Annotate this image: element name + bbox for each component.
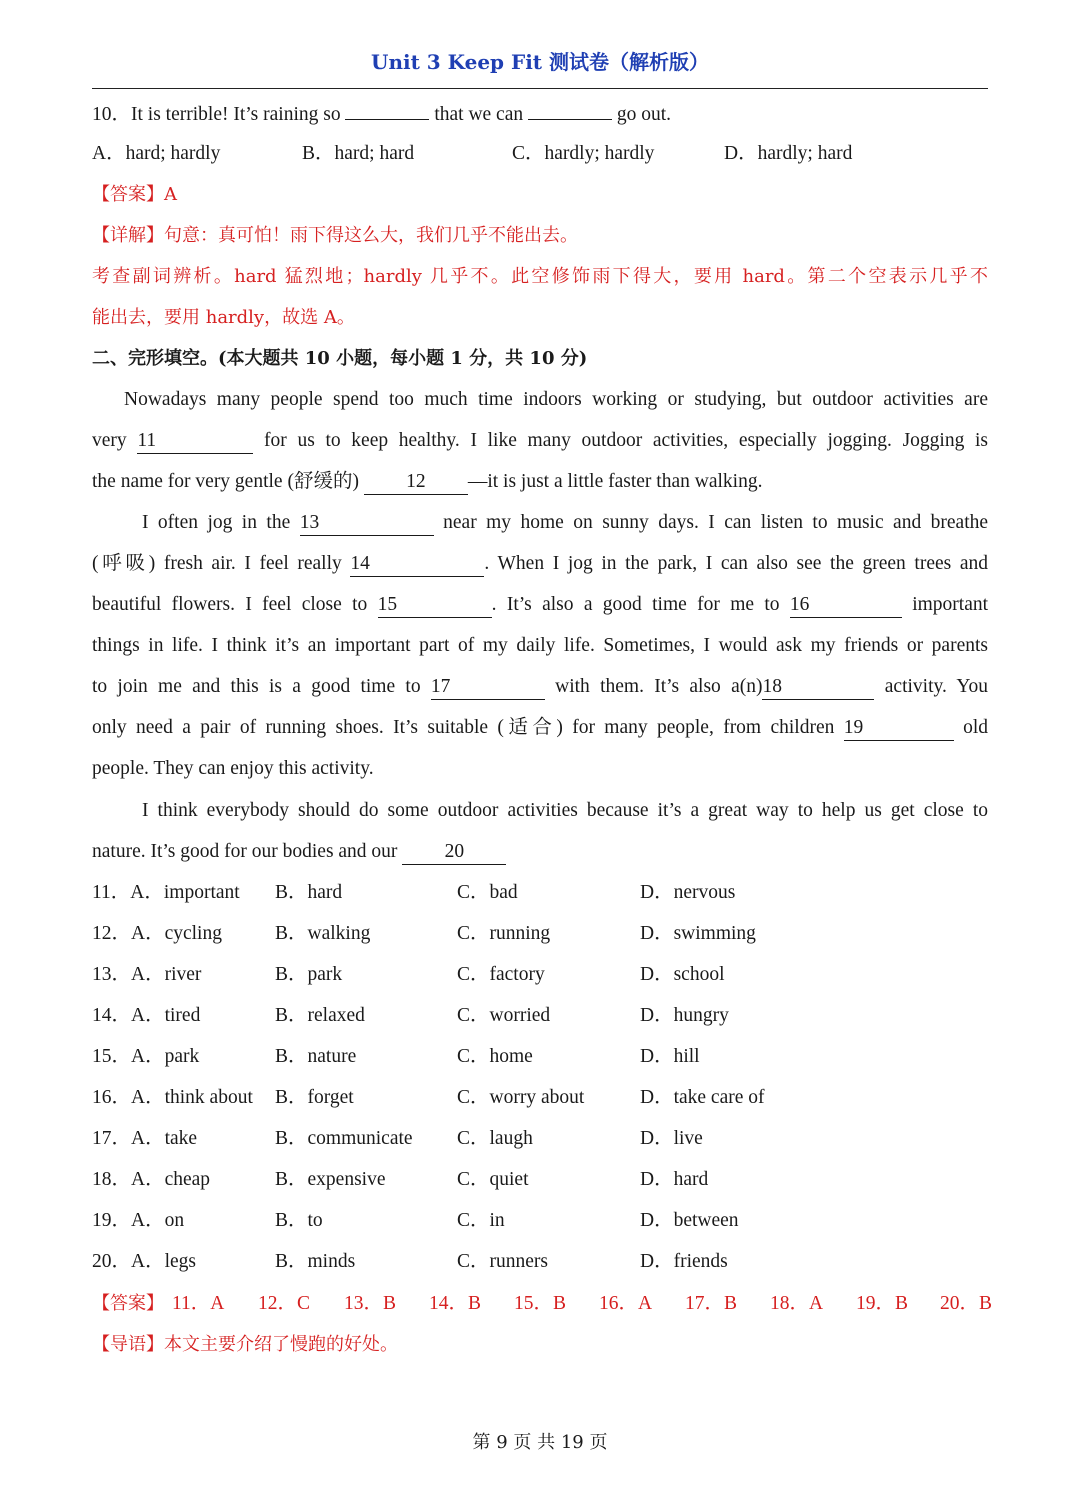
- answer-item: 16．A: [599, 1293, 653, 1314]
- option-b: B．park: [275, 964, 343, 985]
- question-row: [92, 1164, 988, 1196]
- option-c: C．bad: [457, 882, 518, 903]
- question-row: [92, 959, 988, 991]
- blank-18: 18: [762, 675, 874, 700]
- question-10: [92, 97, 988, 129]
- passage-text: I often jog in the: [142, 512, 291, 533]
- option-a: 19．A．on: [92, 1210, 185, 1231]
- option-a: 18．A．cheap: [92, 1169, 211, 1190]
- option-b: B．hard: [275, 882, 343, 903]
- answer-item: 20．B: [940, 1293, 993, 1314]
- q10-option-d: D．hardly; hard: [724, 143, 853, 164]
- passage-line-6: [92, 589, 988, 621]
- q10-text-1: 10．It is terrible! It’s raining so: [92, 104, 346, 125]
- option-d: D．hard: [640, 1169, 709, 1190]
- option-a: 20．A．legs: [92, 1251, 196, 1272]
- question-row: [92, 918, 988, 950]
- section-2-heading: 二、完形填空。(本大题共 10 小题，每小题 1 分，共 10 分): [92, 348, 588, 369]
- passage-line-9: [92, 712, 988, 744]
- blank-13: 13: [300, 511, 434, 536]
- passage-line-5: [92, 548, 988, 580]
- q10-option-c: C．hardly; hardly: [512, 143, 655, 164]
- passage-text: (呼吸) fresh air. I feel really: [92, 553, 342, 574]
- answer-item: 19．B: [856, 1293, 909, 1314]
- question-row: [92, 1205, 988, 1237]
- option-c: C．quiet: [457, 1169, 529, 1190]
- q10-option-b: B．hard; hard: [302, 143, 415, 164]
- option-c: C．running: [457, 923, 551, 944]
- passage-line-7: things in life. I think it’s an important part of my daily life. Sometimes, I would ask my friends or parents: [92, 635, 988, 656]
- q10-detail: 【详解】句意：真可怕！雨下得这么大，我们几乎不能出去。: [92, 225, 578, 246]
- blank-15: 15: [378, 593, 492, 618]
- answer-label: 【答案】: [92, 1293, 164, 1314]
- option-b: B．minds: [275, 1251, 356, 1272]
- question-row: [92, 1000, 988, 1032]
- answer-item: 13．B: [344, 1293, 397, 1314]
- q10-text-3: go out.: [612, 104, 672, 125]
- option-c: C．in: [457, 1210, 505, 1231]
- q10-analysis-line-2: 能出去，要用 hardly，故选 A。: [92, 307, 355, 328]
- answer-item: 14．B: [429, 1293, 482, 1314]
- answer-item: 15．B: [514, 1293, 567, 1314]
- passage-text: with them. It’s also a(n): [555, 676, 763, 697]
- passage-text: the name for very gentle (舒缓的): [92, 471, 359, 492]
- option-d: D．take care of: [640, 1087, 765, 1108]
- passage-line-11: I think everybody should do some outdoor activities because it’s a great way to help us get close to: [142, 800, 988, 821]
- passage-text: old: [963, 717, 989, 738]
- question-row: [92, 1082, 988, 1114]
- passage-line-1: Nowadays many people spend too much time indoors working or studying, but outdoor activities are: [124, 389, 988, 410]
- option-b: B．nature: [275, 1046, 357, 1067]
- q10-options: [92, 138, 988, 170]
- option-a: 17．A．take: [92, 1128, 198, 1149]
- option-c: C．factory: [457, 964, 545, 985]
- option-a: 13．A．river: [92, 964, 202, 985]
- blank-16: 16: [790, 593, 902, 618]
- answer-key: [92, 1288, 993, 1320]
- option-d: D．school: [640, 964, 725, 985]
- passage-intro-note: 【导语】本文主要介绍了慢跑的好处。: [92, 1334, 398, 1355]
- question-row: [92, 1246, 988, 1278]
- header-divider: [92, 88, 988, 89]
- option-d: D．between: [640, 1210, 739, 1231]
- option-b: B．expensive: [275, 1169, 386, 1190]
- option-d: D．hill: [640, 1046, 700, 1067]
- question-row: [92, 1123, 988, 1155]
- passage-line-12: [92, 836, 988, 868]
- answer-item: 11．A: [172, 1293, 225, 1314]
- q10-blank-1: [345, 97, 429, 120]
- q10-blank-2: [528, 97, 612, 120]
- passage-line-4: [142, 507, 988, 539]
- passage-text: important: [912, 594, 989, 615]
- passage-text: nature. It’s good for our bodies and our: [92, 841, 398, 862]
- blank-14: 14: [350, 552, 484, 577]
- passage-line-3: [92, 466, 988, 498]
- option-a: 11．A．important: [92, 882, 240, 903]
- option-b: B．communicate: [275, 1128, 413, 1149]
- option-c: C．worried: [457, 1005, 551, 1026]
- q10-answer: 【答案】A: [92, 184, 177, 205]
- passage-text: . It’s also a good time for me to: [491, 594, 780, 615]
- option-a: 14．A．tired: [92, 1005, 201, 1026]
- passage-text: for us to keep healthy. I like many outdoor activities, especially jogging. Jogging is: [264, 430, 989, 451]
- passage-line-10: people. They can enjoy this activity.: [92, 758, 374, 779]
- page-header-title: Unit 3 Keep Fit 测试卷（解析版）: [371, 50, 709, 74]
- option-c: C．laugh: [457, 1128, 533, 1149]
- option-d: D．friends: [640, 1251, 728, 1272]
- q10-option-a: A．hard; hardly: [92, 143, 221, 164]
- option-c: C．home: [457, 1046, 533, 1067]
- option-d: D．hungry: [640, 1005, 729, 1026]
- passage-line-8: [92, 671, 988, 703]
- option-a: 16．A．think about: [92, 1087, 253, 1108]
- passage-text: . When I jog in the park, I can also see the green trees and: [484, 553, 988, 574]
- passage-line-2: [92, 425, 988, 457]
- q10-text-2: that we can: [429, 104, 528, 125]
- option-b: B．relaxed: [275, 1005, 365, 1026]
- answer-item: 18．A: [770, 1293, 824, 1314]
- blank-12: 12: [364, 470, 468, 495]
- option-b: B．walking: [275, 923, 371, 944]
- option-b: B．forget: [275, 1087, 354, 1108]
- question-row: [92, 1041, 988, 1073]
- option-a: 15．A．park: [92, 1046, 200, 1067]
- passage-text: near my home on sunny days. I can listen to music and breathe: [443, 512, 989, 533]
- option-a: 12．A．cycling: [92, 923, 222, 944]
- blank-20: 20: [402, 840, 506, 865]
- option-c: C．runners: [457, 1251, 548, 1272]
- passage-text: very: [92, 430, 127, 451]
- q10-analysis-line-1: 考查副词辨析。hard 猛烈地；hardly 几乎不。此空修饰雨下得大，要用 hard。第二个空表示几乎不: [92, 266, 988, 287]
- passage-text: only need a pair of running shoes. It’s suitable (适合) for many people, from children: [92, 717, 835, 738]
- answer-item: 12．C: [258, 1293, 311, 1314]
- passage-text: to join me and this is a good time to: [92, 676, 421, 697]
- passage-text: —it is just a little faster than walking.: [467, 471, 763, 492]
- blank-11: 11: [137, 429, 253, 454]
- option-c: C．worry about: [457, 1087, 585, 1108]
- page-footer: 第 9 页 共 19 页: [472, 1432, 608, 1453]
- option-d: D．swimming: [640, 923, 756, 944]
- answer-item: 17．B: [685, 1293, 738, 1314]
- passage-text: activity. You: [884, 676, 989, 697]
- passage-text: beautiful flowers. I feel close to: [92, 594, 368, 615]
- blank-19: 19: [844, 716, 954, 741]
- blank-17: 17: [431, 675, 545, 700]
- option-d: D．nervous: [640, 882, 736, 903]
- question-row: [92, 877, 988, 909]
- option-d: D．live: [640, 1128, 703, 1149]
- option-b: B．to: [275, 1210, 323, 1231]
